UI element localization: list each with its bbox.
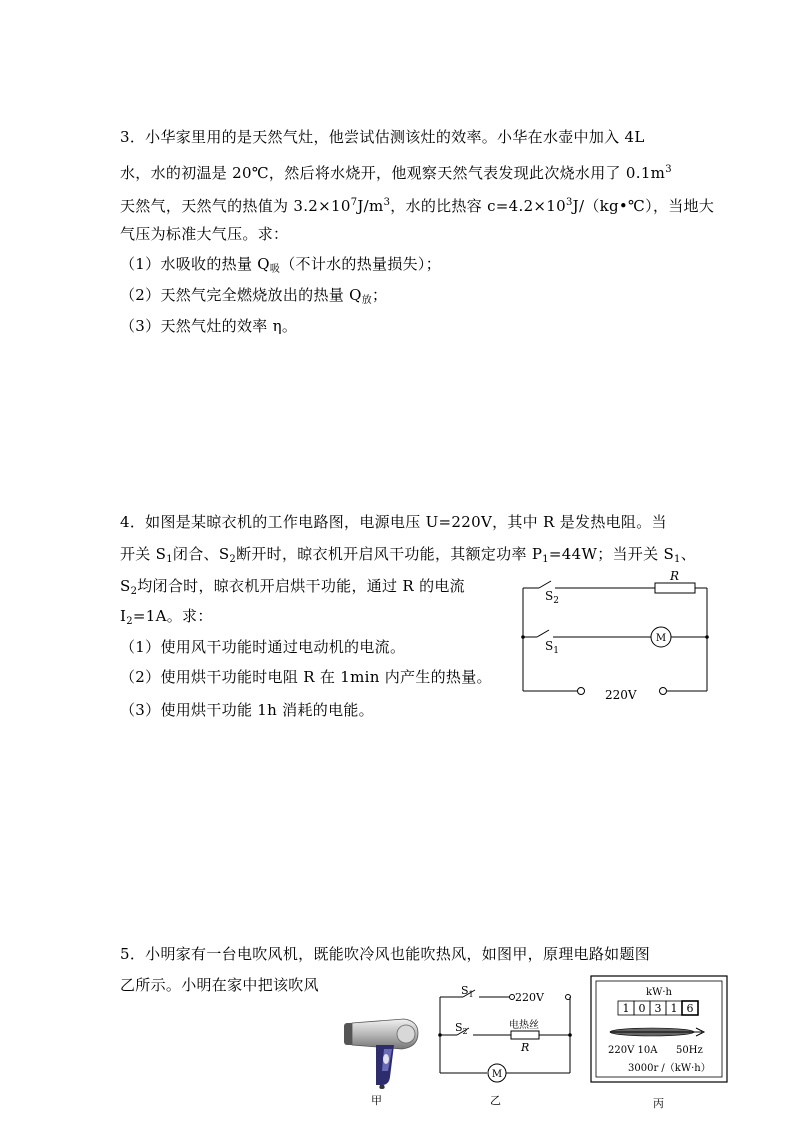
- q4-resistor: [655, 583, 695, 593]
- meter-digit-4: 1: [670, 1002, 678, 1015]
- dryer-label-r: R: [521, 1041, 530, 1054]
- q4-terminal-left: [578, 688, 585, 695]
- q4-terminal-right: [660, 688, 667, 695]
- q4-label-s2: $S_2$: [545, 589, 559, 606]
- q4-part3: （3）使用烘干功能 1h 消耗的电能。: [120, 701, 374, 719]
- q4-line1: 4．如图是某晾衣机的工作电路图，电源电压 U=220V，其中 R 是发热电阻。当: [120, 513, 667, 531]
- q3-part3: （3）天然气灶的效率 η。: [120, 317, 298, 335]
- electricity-meter: [590, 975, 730, 1085]
- figure-label-yi: 乙: [490, 1094, 501, 1107]
- q4-part1: （1）使用风干功能时通过电动机的电流。: [120, 638, 406, 656]
- dryer-label-heater: 电热丝: [509, 1020, 539, 1031]
- q4-label-m: M: [655, 633, 667, 644]
- meter-unit: kW·h: [646, 987, 672, 998]
- meter-digit-1: 1: [622, 1002, 630, 1015]
- figure-label-bing: 丙: [653, 1097, 664, 1110]
- q3-line3: 天然气，天然气的热值为 $3.2\times 10^7J/m^3$，水的比热容 $c=4.2\times 10^3J/(kg•℃)$，当地大: [120, 197, 715, 215]
- q4-label-s1: $S_1$: [545, 639, 559, 656]
- dryer-label-s2: $S_2$: [455, 1021, 468, 1036]
- q3-part1: （1）水吸收的热量 $Q_吸$（不计水的热量损失）；: [120, 255, 442, 275]
- q3-line4: 气压为标准大气压。求：: [120, 225, 289, 243]
- q3-line2: 水，水的初温是 20℃，然后将水烧开，他观察天然气表发现此次烧水用了 $0.1m^3$: [120, 164, 672, 182]
- meter-digit-3: 3: [654, 1002, 662, 1015]
- meter-spec-3: 3000r /（kW·h）: [628, 1063, 711, 1074]
- meter-disc-arrow: [610, 1028, 704, 1036]
- meter-digit-5: 6: [686, 1002, 694, 1015]
- dryer-label-s1: $S_1$: [461, 984, 474, 999]
- q4-circuit-diagram: [515, 565, 715, 700]
- q4-line3: $S_2$均闭合时，晾衣机开启烘干功能，通过 R 的电流: [120, 577, 465, 597]
- q5-line2: 乙所示。小明在家中把该吹风: [120, 976, 319, 994]
- meter-digit-2: 0: [638, 1002, 646, 1015]
- figure-label-jia: 甲: [371, 1094, 382, 1107]
- meter-spec-1: 220V 10A: [608, 1045, 658, 1056]
- q4-label-r: R: [670, 569, 680, 583]
- heater-resistor: [511, 1031, 539, 1039]
- hair-dryer-image: [342, 1015, 422, 1090]
- dryer-circuit-diagram: [435, 985, 580, 1080]
- q4-part2: （2）使用烘干功能时电阻 R 在 1min 内产生的热量。: [120, 668, 492, 686]
- q4-line4: $I_2=1A$。求：: [120, 607, 213, 627]
- dryer-label-voltage: 220V: [515, 991, 544, 1004]
- q3-line1: 3．小华家里用的是天然气灶，他尝试估测该灶的效率。小华在水壶中加入 4L: [120, 128, 645, 146]
- meter-spec-2: 50Hz: [676, 1045, 703, 1056]
- q4-label-voltage: 220V: [605, 688, 637, 702]
- q3-part2: （2）天然气完全燃烧放出的热量 $Q_放$；: [120, 286, 388, 306]
- q5-line1: 5．小明家有一台电吹风机，既能吹冷风也能吹热风，如图甲，原理电路如题图: [120, 945, 651, 963]
- dryer-label-m: M: [491, 1069, 503, 1080]
- q4-line2: 开关 $S_1$闭合、$S_2$断开时，晾衣机开启风干功能，其额定功率 $P_1=44W$；当开关 $S_1$、: [120, 545, 697, 565]
